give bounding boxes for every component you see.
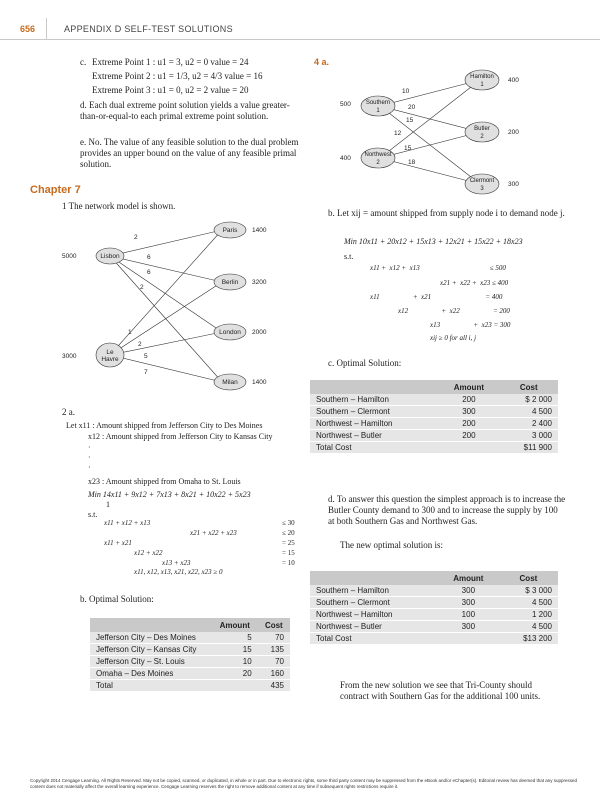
extreme-point-3: Extreme Point 3 : u1 = 0, u2 = 2 value = 20 <box>92 85 249 95</box>
q2-c1-rhs: ≤ 30 <box>282 519 295 527</box>
table-cell: Jefferson City – Des Moines <box>90 632 212 644</box>
q2-solution-table <box>90 618 290 692</box>
table-row <box>310 621 558 633</box>
header-blank <box>310 380 438 394</box>
header-amount: Amount <box>212 618 258 632</box>
table-cell: Total Cost <box>310 633 438 645</box>
label-milan: Milan <box>222 379 238 386</box>
q4-c-label: c. Optimal Solution: <box>328 358 402 368</box>
q2-nonneg: x11, x12, x13, x21, x22, x23 ≥ 0 <box>134 568 223 576</box>
table-header <box>310 571 558 585</box>
header-cost: Cost <box>499 571 558 585</box>
cost-21: 12 <box>394 130 402 137</box>
table-cell: 300 <box>438 406 499 418</box>
q2-label: 2 a. <box>62 407 75 417</box>
table-cell: 3 000 <box>500 430 559 442</box>
q2-c4-lhs: x12 + x22 <box>134 549 163 557</box>
table-row <box>310 418 558 430</box>
q4-c1: x11 + x12 + x13 ≤ 500 <box>370 264 506 272</box>
q4-solution-table <box>310 380 558 454</box>
q4-nonneg: xij ≥ 0 for all i, j <box>430 334 477 342</box>
q4-c4: x12 + x22 = 200 <box>398 307 510 315</box>
let-dot-3: · <box>88 463 91 472</box>
table-cell: Northwest – Hamilton <box>310 418 438 430</box>
table-cell <box>438 442 499 454</box>
table-row <box>310 609 558 621</box>
table-cell: 70 <box>258 656 290 668</box>
let-line-2: x12 : Amount shipped from Jefferson City to Kansas City <box>88 432 273 441</box>
header-blank <box>310 571 438 585</box>
table-cell: Omaha – Des Moines <box>90 668 212 680</box>
demand-hamilton: 400 <box>508 77 519 84</box>
q2-c5-rhs: = 10 <box>282 559 295 567</box>
demand-clermont: 300 <box>508 181 519 188</box>
table-cell: 435 <box>258 680 290 692</box>
table-cell: Southern – Hamilton <box>310 585 438 597</box>
q2-st: s.t. <box>88 510 98 519</box>
cost-lehavre-paris: 1 <box>128 329 132 336</box>
table-cell: 70 <box>258 632 290 644</box>
label-paris: Paris <box>222 227 238 234</box>
let-line-1: Let x11 : Amount shipped from Jefferson City to Des Moines <box>66 421 263 430</box>
table-row <box>90 656 290 668</box>
q4-d-text2: The new optimal solution is: <box>340 540 443 550</box>
label-hamilton: Hamilton <box>470 74 494 80</box>
id-northwest: 2 <box>376 160 380 166</box>
q4-objective: Min 10x11 + 20x12 + 15x13 + 12x21 + 15x22 + 18x23 <box>344 237 523 246</box>
table-cell: Total <box>90 680 212 692</box>
q4-new-solution-table <box>310 571 558 645</box>
table-row <box>310 406 558 418</box>
q2-c5-lhs: x13 + x23 <box>162 559 191 567</box>
table-cell: 5 <box>212 632 258 644</box>
table-row <box>310 585 558 597</box>
table-row-total <box>310 442 558 454</box>
cost-lisbon-paris: 2 <box>134 234 138 241</box>
table-cell: 200 <box>438 430 499 442</box>
supply-lehavre: 3000 <box>62 353 77 360</box>
table-cell <box>212 680 258 692</box>
table-cell: 200 <box>438 418 499 430</box>
table-cell: 200 <box>438 394 499 406</box>
let-dot-1: · <box>88 443 91 452</box>
header-divider <box>46 18 47 40</box>
q4-c2: x21 + x22 + x23 ≤ 400 <box>440 279 509 287</box>
id-southern: 1 <box>376 108 380 114</box>
copyright-footer: Copyright 2014 Cengage Learning. All Rights Reserved. May not be copied, scanned, or duplicated, in whole or in part. Due to electronic rights, some third party content may be suppressed from the eBook and/or eChapter(s). Editorial review has deemed that any suppressed content does not materially affect the overall learning experience. Cengage Learning reserves the right to remove additional content at any time if subsequent rights restrictions require it. <box>30 778 578 789</box>
table-cell: Northwest – Hamilton <box>310 609 438 621</box>
table-cell: 300 <box>438 621 499 633</box>
table-cell: 2 400 <box>500 418 559 430</box>
cost-lisbon-london: 6 <box>147 269 151 276</box>
table-cell: Southern – Clermont <box>310 597 438 609</box>
table-cell: Northwest – Butler <box>310 430 438 442</box>
q2-b-label: b. Optimal Solution: <box>80 594 154 604</box>
label-lehavre-1: Le <box>106 349 114 356</box>
table-cell: 160 <box>258 668 290 680</box>
label-southern: Southern <box>365 100 391 106</box>
q4-d-text: d. To answer this question the simplest approach is to increase the Butler County demand to 300 and to increase the supply by 100 at both Southern Gas and Northwest Gas. <box>328 494 566 526</box>
q2-c3-rhs: = 25 <box>282 539 295 547</box>
cost-23: 18 <box>408 159 416 166</box>
q4-st: s.t. <box>344 252 354 261</box>
demand-butler: 200 <box>508 129 519 136</box>
id-hamilton: 1 <box>480 82 484 88</box>
table-row-total <box>310 633 558 645</box>
cost-11: 10 <box>402 88 410 95</box>
q4-conclusion: From the new solution we see that Tri-County should contract with Southern Gas for the additional 100 units. <box>340 680 541 701</box>
table-cell <box>438 633 499 645</box>
table-cell: 1 200 <box>499 609 558 621</box>
table-cell: 100 <box>438 609 499 621</box>
table-cell: 4 500 <box>499 597 558 609</box>
cost-22: 15 <box>404 145 412 152</box>
table-cell: $ 2 000 <box>500 394 559 406</box>
let-dot-2: · <box>88 453 91 462</box>
cost-13: 15 <box>406 117 414 124</box>
header-blank <box>90 618 212 632</box>
q1-text: 1 The network model is shown. <box>62 201 176 211</box>
table-cell: 10 <box>212 656 258 668</box>
table-cell: $ 3 000 <box>499 585 558 597</box>
demand-london: 2000 <box>252 329 267 336</box>
q2-objective: Min 14x11 + 9x12 + 7x13 + 8x21 + 10x22 + 5x23 <box>88 490 251 499</box>
table-cell: 300 <box>438 585 499 597</box>
supply-lisbon: 5000 <box>62 253 77 260</box>
q2-objective-sub: 1 <box>106 500 110 509</box>
table-header <box>310 380 558 394</box>
cost-lehavre-berlin: 2 <box>138 341 142 348</box>
q4-c3: x11 + x21 = 400 <box>370 293 503 301</box>
table-cell: Total Cost <box>310 442 438 454</box>
table-cell: 300 <box>438 597 499 609</box>
table-cell: 4 500 <box>499 621 558 633</box>
table-row-total <box>90 680 290 692</box>
supply-northwest: 400 <box>340 155 351 162</box>
table-cell: Southern – Clermont <box>310 406 438 418</box>
table-cell: Southern – Hamilton <box>310 394 438 406</box>
cost-lisbon-berlin: 6 <box>147 254 151 261</box>
header-amount: Amount <box>438 380 499 394</box>
label-butler: Butler <box>474 126 490 132</box>
q4-c5: x13 + x23 = 300 <box>430 321 511 329</box>
d-answer: d. Each dual extreme point solution yields a value greater-than-or-equal-to each primal extreme point solution. <box>80 100 290 121</box>
table-cell: Jefferson City – Kansas City <box>90 644 212 656</box>
let-line-last: x23 : Amount shipped from Omaha to St. Louis <box>88 477 241 486</box>
header-cost: Cost <box>500 380 559 394</box>
demand-milan: 1400 <box>252 379 267 386</box>
cost-lehavre-london: 5 <box>144 353 148 360</box>
network-diagram-q4 <box>330 62 540 202</box>
label-berlin: Berlin <box>221 279 239 286</box>
table-row <box>90 668 290 680</box>
id-butler: 2 <box>480 134 484 140</box>
table-row <box>310 430 558 442</box>
id-clermont: 3 <box>480 186 484 192</box>
table-row <box>310 394 558 406</box>
cost-12: 20 <box>408 104 416 111</box>
label-london: London <box>219 329 241 336</box>
header-cost: Cost <box>258 618 290 632</box>
table-cell: 4 500 <box>500 406 559 418</box>
table-row <box>90 644 290 656</box>
label-lehavre-2: Havre <box>101 356 119 363</box>
table-cell: Jefferson City – St. Louis <box>90 656 212 668</box>
table-cell: 15 <box>212 644 258 656</box>
table-cell: 20 <box>212 668 258 680</box>
running-title: APPENDIX D SELF-TEST SOLUTIONS <box>64 24 233 34</box>
q4-label: 4 a. <box>314 57 330 67</box>
table-header <box>90 618 290 632</box>
q4-b-text: b. Let xij = amount shipped from supply node i to demand node j. <box>328 208 565 218</box>
extreme-point-1: Extreme Point 1 : u1 = 3, u2 = 0 value = 24 <box>92 57 249 67</box>
header-rule <box>0 39 600 40</box>
q2-c3-lhs: x11 + x21 <box>104 539 132 547</box>
q2-c2-rhs: ≤ 20 <box>282 529 295 537</box>
cost-lisbon-milan: 2 <box>140 284 144 291</box>
table-cell: 135 <box>258 644 290 656</box>
q2-c4-rhs: = 15 <box>282 549 295 557</box>
table-cell: $13 200 <box>499 633 558 645</box>
demand-berlin: 3200 <box>252 279 267 286</box>
demand-paris: 1400 <box>252 227 267 234</box>
extreme-point-2: Extreme Point 2 : u1 = 1/3, u2 = 4/3 value = 16 <box>92 71 263 81</box>
q2-c1-lhs: x11 + x12 + x13 <box>104 519 151 527</box>
q2-c2-lhs: x21 + x22 + x23 <box>190 529 237 537</box>
c-label: c. <box>80 57 87 67</box>
label-clermont: Clermont <box>469 178 495 184</box>
e-answer: e. No. The value of any feasible solution to the dual problem provides an upper bound on the value of any feasible primal solution. <box>80 137 299 169</box>
header-amount: Amount <box>438 571 499 585</box>
table-row <box>310 597 558 609</box>
label-lisbon: Lisbon <box>100 253 120 260</box>
table-row <box>90 632 290 644</box>
page-number: 656 <box>20 24 36 34</box>
chapter-heading: Chapter 7 <box>30 184 81 196</box>
table-cell: Northwest – Butler <box>310 621 438 633</box>
network-diagram-ch7 <box>60 218 280 393</box>
table-cell: $11 900 <box>500 442 559 454</box>
cost-lehavre-milan: 7 <box>144 369 148 376</box>
label-northwest: Northwest <box>364 152 392 158</box>
supply-southern: 500 <box>340 101 351 108</box>
